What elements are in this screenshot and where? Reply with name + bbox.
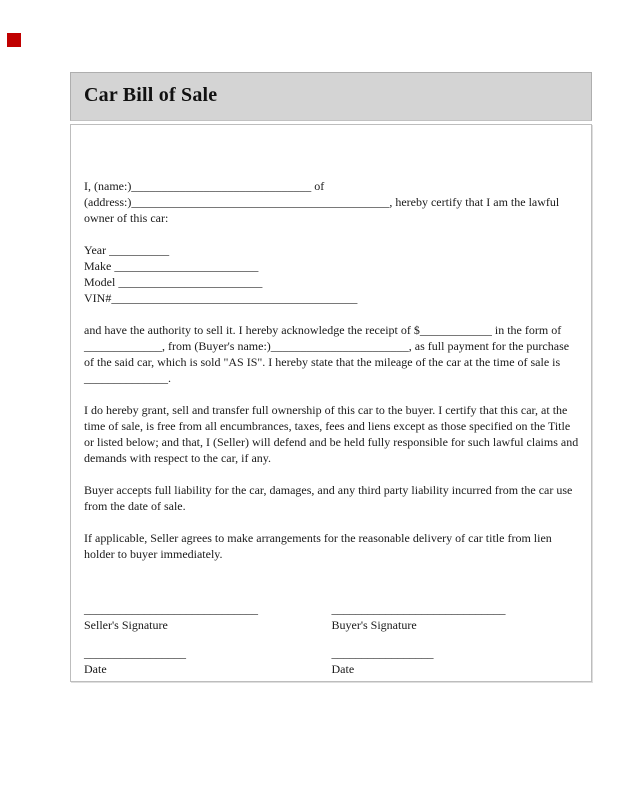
text-line: (address:)___________________________________________, hereby certify that I am the lawful [84, 195, 560, 209]
seller-date-label: Date [84, 662, 107, 676]
document-header [70, 72, 592, 121]
liability-paragraph [84, 482, 579, 514]
text-line: or listed below; and that, I (Seller) will defend and be held fully responsible for such lawful claims and [84, 435, 579, 449]
text-line: and have the authority to sell it. I hereby acknowledge the receipt of $____________ in the form of [84, 323, 562, 337]
text-line: _____________, from (Buyer's name:)_______________________, as full payment for the purchase [84, 339, 570, 353]
delivery-paragraph [84, 530, 579, 562]
intro-paragraph [84, 178, 579, 226]
grant-paragraph [84, 402, 579, 466]
buyer-date-blank: _________________ [331, 646, 434, 660]
seller-signature-column [84, 602, 332, 677]
document-title: Car Bill of Sale [84, 84, 218, 106]
receipt-paragraph [84, 322, 579, 386]
text-line: time of sale, is free from all encumbrances, taxes, fees and liens except as those specified on the Title [84, 419, 571, 433]
text-line: I, (name:)______________________________ of [84, 179, 325, 193]
text-line: ______________. [84, 371, 171, 385]
seller-signature-blank: _____________________________ [84, 602, 258, 616]
text-line: owner of this car: [84, 211, 169, 225]
text-line: Buyer accepts full liability for the car, damages, and any third party liability incurred from the car use [84, 483, 573, 497]
buyer-signature-column [332, 602, 580, 677]
buyer-signature-label: Buyer's Signature [331, 618, 417, 632]
seller-date-blank: _________________ [84, 646, 186, 660]
document-body [70, 124, 592, 682]
text-line: Model ________________________ [84, 275, 263, 289]
text-line: I do hereby grant, sell and transfer full ownership of this car to the buyer. I certify that this car, at the [84, 403, 568, 417]
text-line: of the said car, which is sold "AS IS". I hereby state that the mileage of the car at the time of sale is [84, 355, 561, 369]
buyer-date-label: Date [331, 662, 355, 676]
bill-of-sale-document [70, 72, 592, 682]
text-line: Make ________________________ [84, 259, 259, 273]
buyer-signature-blank: _____________________________ [331, 602, 506, 616]
seller-signature-label: Seller's Signature [84, 618, 168, 632]
signature-block [84, 602, 579, 677]
text-line: demands with respect to the car, if any. [84, 451, 272, 465]
red-square-marker [7, 33, 21, 47]
text-line: Year __________ [84, 243, 170, 257]
vehicle-details-paragraph [84, 242, 579, 306]
text-line: from the date of sale. [84, 499, 186, 513]
text-line: holder to buyer immediately. [84, 547, 223, 561]
text-line: VIN#_________________________________________ [84, 291, 358, 305]
text-line: If applicable, Seller agrees to make arrangements for the reasonable delivery of car title from lien [84, 531, 552, 545]
